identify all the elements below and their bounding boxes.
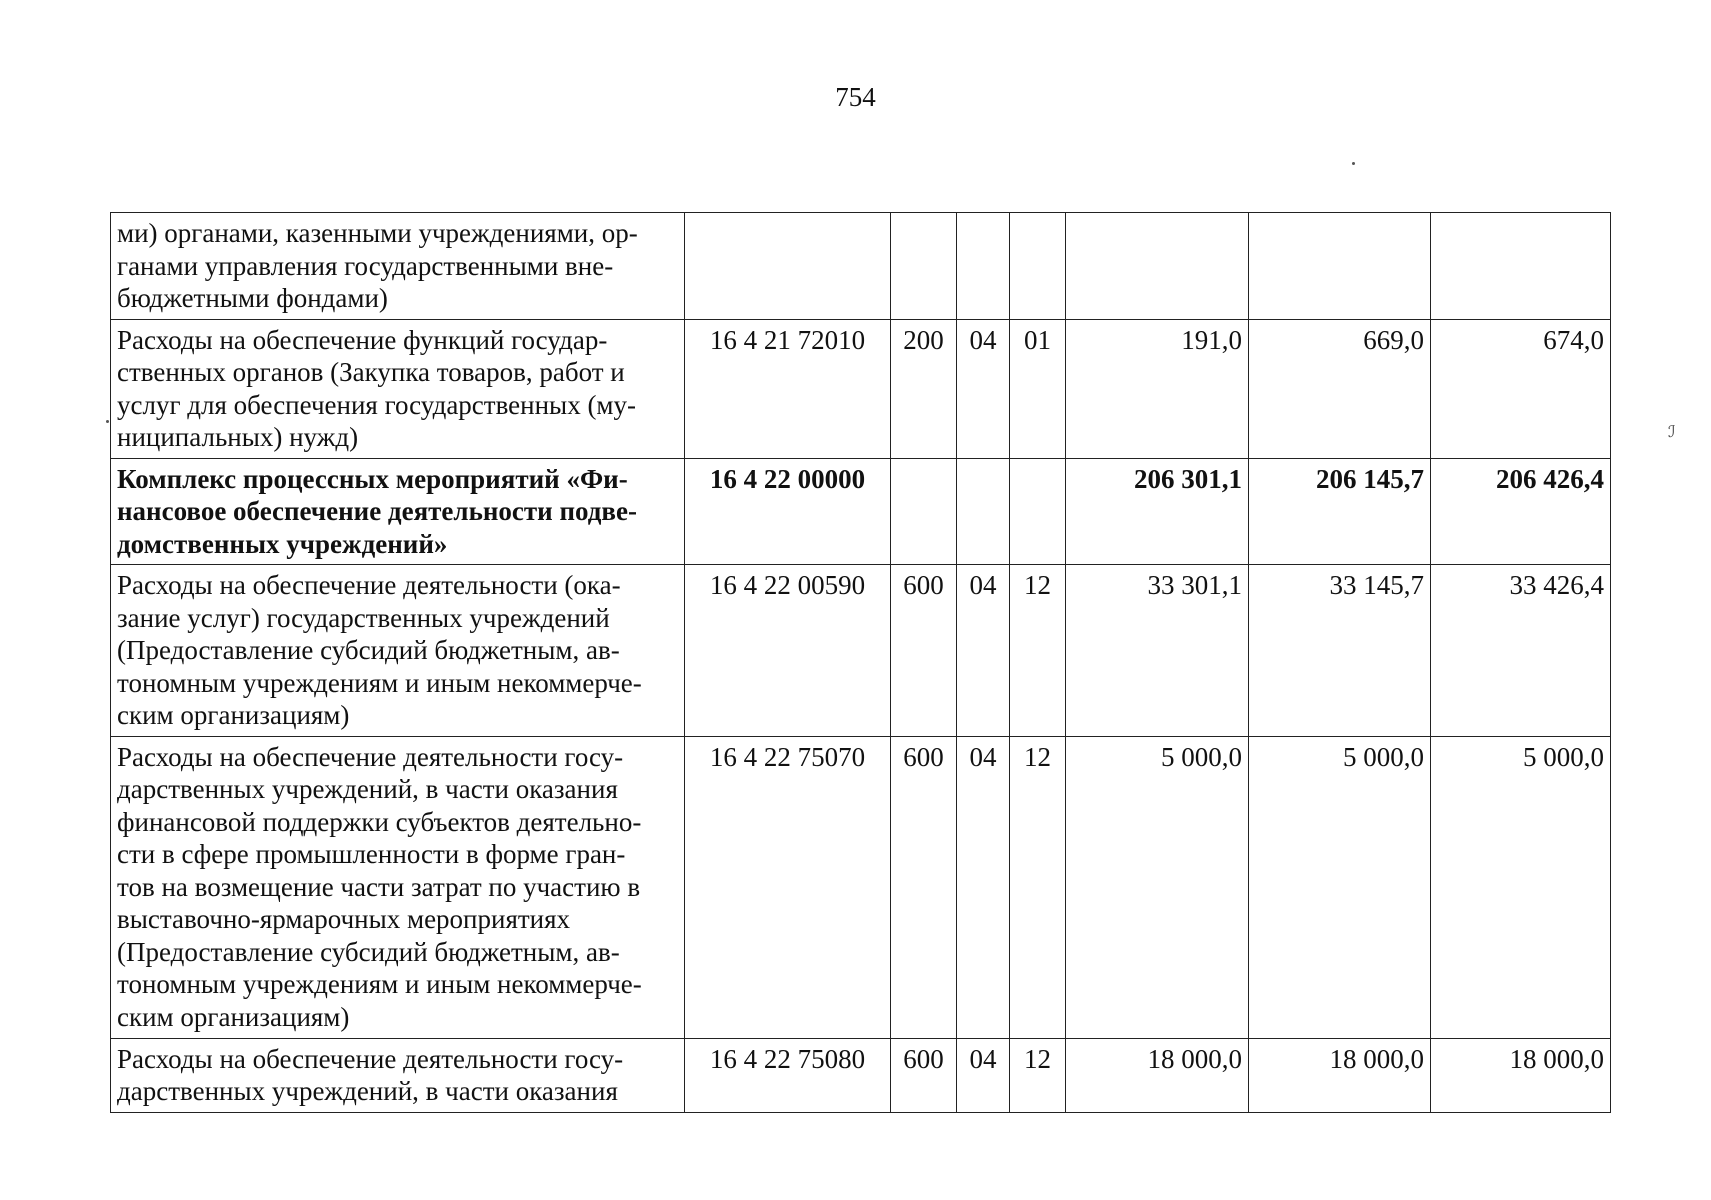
amount-year-3: 674,0	[1431, 319, 1611, 458]
amount-year-3	[1431, 213, 1611, 320]
amount-year-3: 18 000,0	[1431, 1038, 1611, 1112]
amount-year-3: 5 000,0	[1431, 736, 1611, 1038]
section-code: 04	[957, 565, 1010, 737]
amount-year-2: 669,0	[1249, 319, 1431, 458]
budget-table	[110, 212, 1611, 1113]
amount-year-1: 206 301,1	[1066, 458, 1249, 565]
amount-year-1: 191,0	[1066, 319, 1249, 458]
expense-type: 600	[891, 736, 957, 1038]
section-code: 04	[957, 1038, 1010, 1112]
description-line: (Предоставление субсидий бюджетным, ав-	[117, 936, 620, 967]
description-line: ским организациям)	[117, 700, 350, 730]
subsection-code	[1010, 458, 1066, 565]
description-line: Комплекс процессных мероприятий «Фи-	[117, 463, 628, 494]
expense-type: 200	[891, 319, 957, 458]
section-code: 04	[957, 319, 1010, 458]
description-line: ственных органов (Закупка товаров, работ и	[117, 357, 625, 387]
description-line: тономным учреждениям и иным некоммерче-	[117, 969, 642, 999]
classification-code	[685, 213, 891, 320]
description-line: выставочно-ярмарочных мероприятиях	[117, 904, 571, 934]
subsection-code: 12	[1010, 1038, 1066, 1112]
description-line: бюджетными фондами)	[117, 283, 388, 313]
amount-year-2: 33 145,7	[1249, 565, 1431, 737]
description-line: нансовое обеспечение деятельности подве-	[117, 496, 637, 526]
item-description	[111, 458, 685, 565]
description-line: услуг для обеспечения государственных (му-	[117, 389, 637, 420]
amount-year-1	[1066, 213, 1249, 320]
table-row	[111, 1038, 1611, 1112]
amount-year-1: 33 301,1	[1066, 565, 1249, 737]
section-code	[957, 458, 1010, 565]
page-number: 754	[835, 82, 876, 112]
expense-type	[891, 213, 957, 320]
amount-year-3: 33 426,4	[1431, 565, 1611, 737]
table-row	[111, 736, 1611, 1038]
description-line: Расходы на обеспечение функций государ-	[117, 324, 608, 355]
subsection-code: 12	[1010, 736, 1066, 1038]
description-line: ниципальных) нужд)	[117, 422, 359, 452]
item-description	[111, 736, 685, 1038]
scan-speck	[106, 420, 109, 423]
description-line: финансовой поддержки субъектов деятельно-	[117, 806, 642, 837]
table-row	[111, 213, 1611, 320]
table-row	[111, 319, 1611, 458]
description-line: дарственных учреждений, в части оказания	[117, 1076, 618, 1106]
item-description	[111, 1038, 685, 1112]
section-code: 04	[957, 736, 1010, 1038]
item-description	[111, 213, 685, 320]
item-description	[111, 565, 685, 737]
table-row	[111, 565, 1611, 737]
classification-code: 16 4 22 75070	[685, 736, 891, 1038]
classification-code: 16 4 21 72010	[685, 319, 891, 458]
expense-type: 600	[891, 1038, 957, 1112]
description-line: домственных учреждений»	[117, 528, 448, 559]
classification-code: 16 4 22 00590	[685, 565, 891, 737]
pen-mark-icon: ℐ	[1668, 424, 1676, 441]
scan-speck	[1352, 162, 1355, 165]
amount-year-2: 18 000,0	[1249, 1038, 1431, 1112]
description-line: (Предоставление субсидий бюджетным, ав-	[117, 635, 620, 665]
description-line: Расходы на обеспечение деятельности госу-	[117, 741, 624, 772]
expense-type	[891, 458, 957, 565]
description-line: зание услуг) государственных учреждений	[117, 602, 610, 633]
amount-year-2	[1249, 213, 1431, 320]
classification-code: 16 4 22 75080	[685, 1038, 891, 1112]
description-line: сти в сфере промышленности в форме гран-	[117, 839, 626, 869]
classification-code: 16 4 22 00000	[685, 458, 891, 565]
description-line: Расходы на обеспечение деятельности (ока-	[117, 570, 621, 600]
table-body	[111, 213, 1611, 1113]
amount-year-2: 5 000,0	[1249, 736, 1431, 1038]
description-line: ми) органами, казенными учреждениями, ор-	[117, 218, 638, 248]
description-line: тономным учреждениям и иным некоммерче-	[117, 667, 642, 698]
amount-year-2: 206 145,7	[1249, 458, 1431, 565]
description-line: тов на возмещение части затрат по участию в	[117, 871, 641, 902]
section-code	[957, 213, 1010, 320]
description-line: ганами управления государственными вне-	[117, 250, 614, 281]
amount-year-3: 206 426,4	[1431, 458, 1611, 565]
item-description	[111, 319, 685, 458]
description-line: ским организациям)	[117, 1001, 350, 1032]
subsection-code	[1010, 213, 1066, 320]
subsection-code: 12	[1010, 565, 1066, 737]
subsection-code: 01	[1010, 319, 1066, 458]
description-line: дарственных учреждений, в части оказания	[117, 774, 618, 804]
table-row	[111, 458, 1611, 565]
amount-year-1: 18 000,0	[1066, 1038, 1249, 1112]
expense-type: 600	[891, 565, 957, 737]
amount-year-1: 5 000,0	[1066, 736, 1249, 1038]
description-line: Расходы на обеспечение деятельности госу-	[117, 1043, 624, 1074]
